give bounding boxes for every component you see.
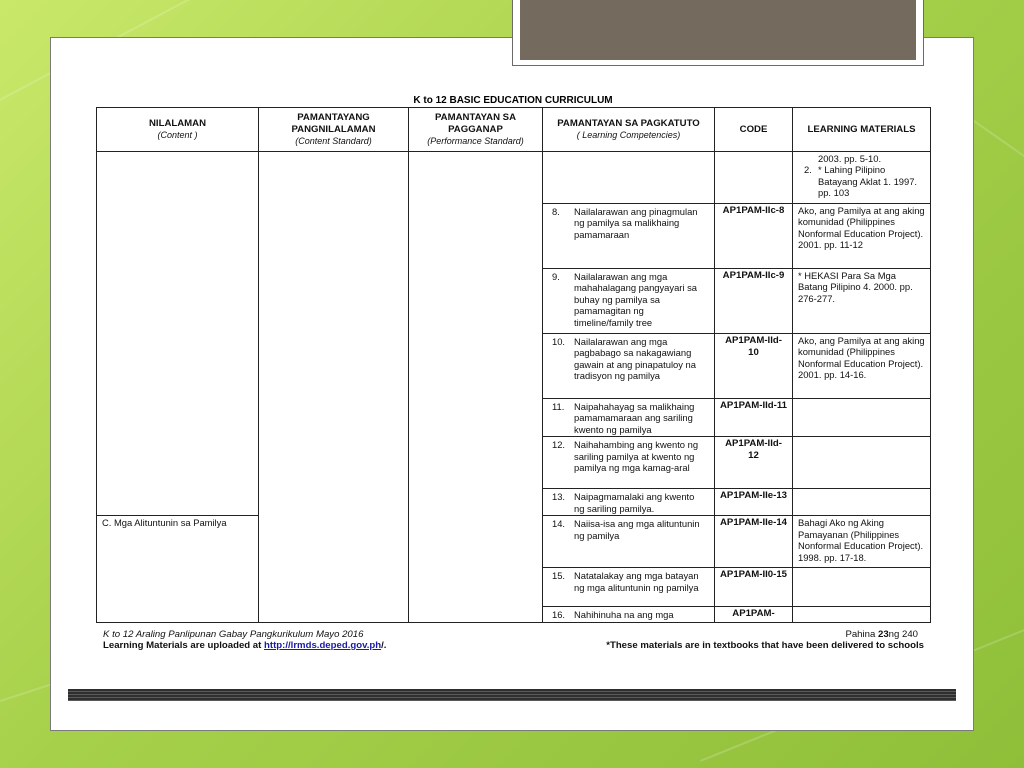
competency-number: 8. bbox=[552, 206, 560, 217]
content-cell: C. Mga Alituntunin sa Pamilya bbox=[97, 516, 259, 622]
materials-list bbox=[798, 153, 925, 199]
competency-number: 10. bbox=[552, 336, 566, 347]
title-placeholder bbox=[520, 0, 916, 60]
textbook-note: *These materials are in textbooks that have been delivered to schools bbox=[606, 640, 924, 651]
page-number bbox=[606, 629, 924, 640]
materials-item bbox=[804, 164, 925, 198]
competency-cell bbox=[543, 334, 715, 399]
page-prefix: Pahina bbox=[845, 629, 878, 640]
materials-cell: * HEKASI Para Sa Mga Batang Pilipino 4. 2000. pp. 276-277. bbox=[793, 269, 931, 334]
header-competencies bbox=[543, 108, 715, 152]
competency-text: Naipagmamalaki ang kwento ng sariling pamilya. bbox=[574, 491, 695, 514]
competency-text: Nailalarawan ang mga pagbabago sa nakagawiang gawain at ang pinapatuloy na tradisyon ng pamilya bbox=[574, 336, 696, 382]
competency-number: 11. bbox=[552, 401, 565, 412]
footer-upload-note bbox=[103, 640, 386, 651]
competency-number: 12. bbox=[552, 439, 566, 451]
header-content-sub: (Content ) bbox=[157, 129, 198, 140]
competency-text: Nahihinuha na ang mga bbox=[574, 609, 674, 621]
table-header-row bbox=[97, 108, 931, 152]
footer-upload-prefix: Learning Materials are uploaded at bbox=[103, 640, 265, 651]
materials-cell: Ako, ang Pamilya at ang aking komunidad (Philippines Nonformal Education Project). 2001. pp. 11-12 bbox=[793, 204, 931, 269]
code-cell: AP1PAM-IId-10 bbox=[715, 334, 793, 399]
footer-right bbox=[606, 629, 924, 651]
competency-cell bbox=[543, 204, 715, 269]
materials-cell: Ako, ang Pamilya at ang aking komunidad (Philippines Nonformal Education Project). 2001. pp. 14-16. bbox=[793, 334, 931, 399]
materials-cell bbox=[793, 489, 931, 516]
header-content-standard bbox=[259, 108, 409, 152]
header-content-standard-main: PAMANTAYANG PANGNILALAMAN bbox=[291, 112, 376, 136]
competency-text: Natatalakay ang mga batayan ng mga alituntunin ng pamilya bbox=[574, 570, 699, 593]
materials-cell bbox=[793, 399, 931, 437]
curriculum-table bbox=[96, 107, 931, 623]
document-title: K to 12 BASIC EDUCATION CURRICULUM bbox=[413, 95, 613, 106]
materials-item-number: 2. bbox=[804, 164, 812, 176]
code-cell: AP1PAM-IId-11 bbox=[715, 399, 793, 437]
lrmds-link[interactable]: http://lrmds.deped.gov.ph bbox=[264, 640, 382, 651]
code-cell: AP1PAM-IIe-13 bbox=[715, 489, 793, 516]
materials-cell bbox=[793, 437, 931, 489]
footer-guide-title: K to 12 Araling Panlipunan Gabay Pangkurikulum Mayo 2016 bbox=[103, 629, 364, 640]
competency-text: Naiisa-isa ang mga alituntunin ng pamilya bbox=[574, 518, 700, 541]
header-content-main: NILALAMAN bbox=[148, 118, 207, 130]
performance-standard-cell bbox=[409, 152, 543, 623]
competency-number: 14. bbox=[552, 518, 566, 530]
materials-item-text: * Lahing Pilipino Batayang Aklat 1. 1997. pp. 103 bbox=[818, 164, 918, 199]
header-competencies-main: PAMANTAYAN SA PAGKATUTO bbox=[557, 118, 700, 130]
code-cell: AP1PAM-IIc-8 bbox=[715, 204, 793, 269]
competency-text: Nailalarawan ang mga mahahalagang pangyayari sa buhay ng pamilya sa pamamagitan ng timeline/family tree bbox=[574, 271, 698, 328]
competency-cell bbox=[543, 152, 715, 204]
competency-cell bbox=[543, 437, 715, 489]
page-total: ng 240 bbox=[888, 629, 918, 640]
header-competencies-sub: ( Learning Competencies) bbox=[576, 129, 681, 140]
competency-cell bbox=[543, 399, 715, 437]
competency-cell bbox=[543, 568, 715, 607]
header-performance-standard-sub: (Performance Standard) bbox=[427, 135, 524, 146]
competency-number: 13. bbox=[552, 491, 566, 503]
page-current: 23 bbox=[877, 629, 889, 640]
competency-cell bbox=[543, 489, 715, 516]
footer-upload-suffix: /. bbox=[381, 640, 387, 651]
competency-number: 15. bbox=[552, 570, 566, 582]
competency-cell bbox=[543, 269, 715, 334]
competency-cell bbox=[543, 516, 715, 568]
header-content-standard-sub: (Content Standard) bbox=[295, 135, 372, 146]
competency-text: Naipahahayag sa malikhaing pamamamaraan ang sariling kwento ng pamilya bbox=[574, 401, 695, 435]
header-content bbox=[97, 108, 259, 152]
competency-cell bbox=[543, 607, 715, 622]
header-materials: LEARNING MATERIALS bbox=[793, 108, 931, 152]
competency-number: 9. bbox=[552, 271, 560, 282]
code-cell bbox=[715, 152, 793, 204]
competency-number: 16. bbox=[552, 609, 566, 621]
table-row bbox=[97, 152, 931, 204]
code-cell: AP1PAM-IId-12 bbox=[715, 437, 793, 489]
competency-text: Nailalarawan ang pinagmulan ng pamilya sa malikhaing pamamaraan bbox=[574, 206, 698, 240]
code-cell: AP1PAM-IIc-9 bbox=[715, 269, 793, 334]
materials-cell bbox=[793, 607, 931, 622]
footer-left bbox=[103, 629, 386, 651]
materials-cell bbox=[793, 568, 931, 607]
code-cell: AP1PAM- bbox=[715, 607, 793, 622]
header-performance-standard bbox=[409, 108, 543, 152]
materials-cell bbox=[793, 152, 931, 204]
materials-line: 2003. pp. 5-10. bbox=[818, 153, 882, 164]
content-standard-cell bbox=[259, 152, 409, 623]
code-cell: AP1PAM-II0-15 bbox=[715, 568, 793, 607]
code-cell: AP1PAM-IIe-14 bbox=[715, 516, 793, 568]
bottom-divider-bar bbox=[68, 689, 956, 701]
header-code: CODE bbox=[715, 108, 793, 152]
materials-cell: Bahagi Ako ng Aking Pamayanan (Philippines Nonformal Education Project). 1998. pp. 17-18. bbox=[793, 516, 931, 568]
content-cell bbox=[97, 152, 259, 516]
competency-text: Naihahambing ang kwento ng sariling pamilya at kwento ng pamilya ng mga kamag-aral bbox=[574, 439, 699, 474]
header-performance-standard-main: PAMANTAYAN SA PAGGANAP bbox=[434, 112, 517, 136]
